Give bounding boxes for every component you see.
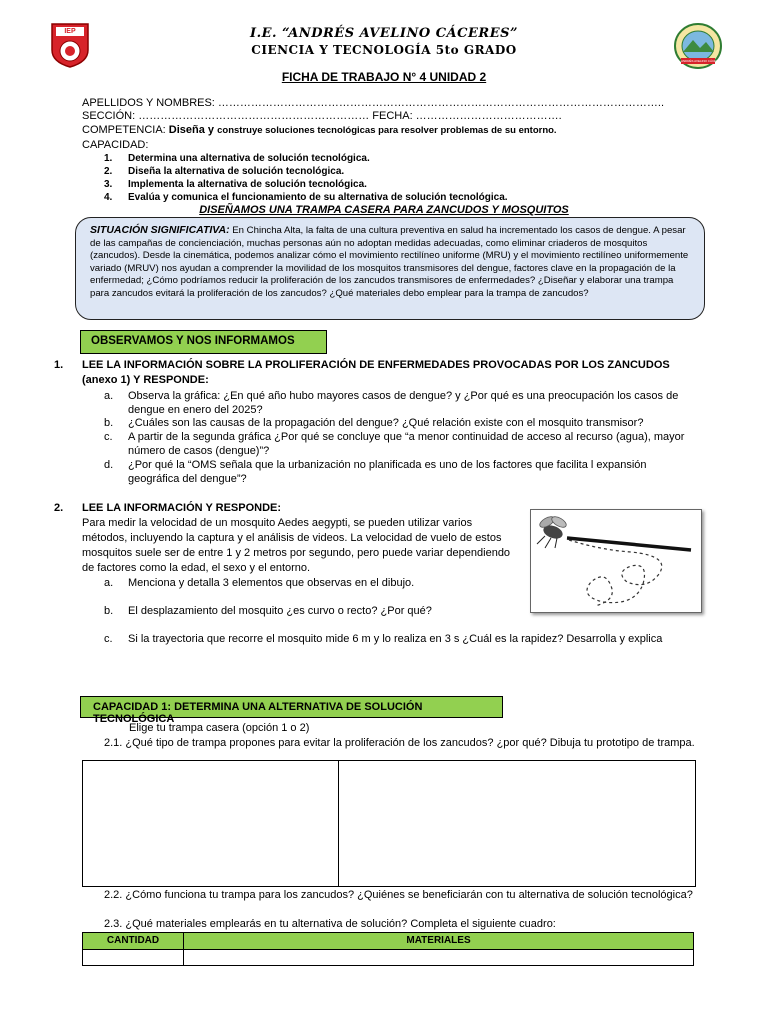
observe-section-header: OBSERVAMOS Y NOS INFORMAMOS — [80, 330, 327, 354]
question-1-number: 1. — [54, 359, 64, 371]
names-field[interactable]: APELLIDOS Y NOMBRES: ………………………………………………………………………………………………………….. — [82, 97, 665, 109]
table-cell-quantity[interactable] — [83, 950, 184, 965]
question-2-number: 2. — [54, 502, 64, 514]
section-date-field[interactable]: SECCIÓN: ……………………………………………………… FECHA: …………………………………. — [82, 110, 562, 122]
competencia-label: COMPETENCIA: — [82, 124, 166, 136]
choose-trap-text: Elige tu trampa casera (opción 1 o 2) — [129, 722, 310, 734]
project-title: DISEÑAMOS UNA TRAMPA CASERA PARA ZANCUDOS Y MOSQUITOS — [199, 204, 569, 216]
competencia-text: construye soluciones tecnológicas para resolver problemas de su entorno. — [217, 125, 557, 136]
school-name: I.E. “ANDRÉS AVELINO CÁCERES” — [250, 26, 518, 41]
worksheet-title: FICHA DE TRABAJO N° 4 UNIDAD 2 — [281, 70, 487, 84]
capacidad-label: CAPACIDAD: — [82, 139, 149, 151]
list-item: 3. Implementa la alternativa de solución tecnológica. — [104, 179, 367, 190]
capacidades-list — [104, 153, 508, 205]
competencia-bold: Diseña y — [168, 124, 215, 136]
situation-label: SITUACIÓN SIGNIFICATIVA: — [90, 224, 230, 236]
subject-grade: CIENCIA Y TECNOLOGÍA 5to GRADO — [251, 43, 517, 57]
list-item: 4. Evalúa y comunica el funcionamiento de su alternativa de solución tecnológica. — [104, 192, 508, 203]
column-header-materiales: MATERIALES — [184, 933, 693, 950]
question-2-2: 2.2. ¿Cómo funciona tu trampa para los zancudos? ¿Quiénes se beneficiarán con tu alternativa de solución tecnológica? — [104, 889, 693, 901]
question-1-heading: LEE LA INFORMACIÓN SOBRE LA PROLIFERACIÓN DE ENFERMEDADES PROVOCADAS POR LOS ZANCUDOS (anexo 1) Y RESPONDE: — [82, 359, 670, 386]
logo-left-text: IEP — [64, 28, 76, 35]
situation-box — [75, 217, 705, 320]
question-2-1: 2.1. ¿Qué tipo de trampa propones para evitar la proliferación de los zancudos? ¿por qué? Dibuja tu prototipo de trampa. — [104, 737, 695, 749]
question-2-heading: LEE LA INFORMACIÓN Y RESPONDE: — [82, 502, 282, 514]
prototype-drawing-area[interactable] — [82, 760, 696, 887]
table-cell-materials[interactable] — [184, 950, 693, 965]
list-item: 1. Determina una alternativa de solución tecnológica. — [104, 153, 370, 164]
materials-table — [82, 932, 694, 966]
list-item: 2. Diseña la alternativa de solución tecnológica. — [104, 166, 345, 177]
table-divider — [338, 761, 339, 886]
mosquito-trajectory-image — [530, 509, 702, 613]
capacity-1-header: CAPACIDAD 1: DETERMINA UNA ALTERNATIVA DE SOLUCIÓN TECNOLÓGICA — [80, 696, 503, 718]
column-header-cantidad: CANTIDAD — [83, 933, 184, 950]
competencia-line — [82, 124, 557, 136]
question-2-intro: Para medir la velocidad de un mosquito Aedes aegypti, se pueden utilizar varios métodos, incluyendo la captura y el análisis de videos. La velocidad de vuelo de estos mosquitos suele ser de entre 1 y 2 metros por segundo, pero puede variar dependiendo de factores como la edad, el sexo y el entorno. — [82, 517, 511, 574]
situation-text: En Chincha Alta, la falta de una cultura preventiva en salud ha incrementado los casos de dengue. A pesar de las campañas de concienciación, muchas personas aún no adoptan medidas adecuadas, como eliminar criaderos de mosquitos (zancudos). Desde la cinemática, podemos analizar cómo el movimiento rectilíneo uniforme (MRU) y el movimiento rectilíneo uniformemente variado (MRUV) nos ayudan a comprender la movilidad de los mosquitos transmisores del dengue, factores clave en la propagación de la enfermedad; ¿Cómo podríamos reducir la proliferación de los zancudos transmisores de enfermedades? ¿Diseñar y elaborar una trampa para zancudos evitará la proliferación de los zancudos? ¿Qué materiales debo emplear para la trampa de zancudos? — [90, 225, 689, 299]
question-2-3: 2.3. ¿Qué materiales emplearás en tu alternativa de solución? Completa el siguiente cuadro: — [104, 918, 556, 930]
logo-right-text: ANDRÉS AVELINO CÁCERES — [681, 59, 723, 63]
